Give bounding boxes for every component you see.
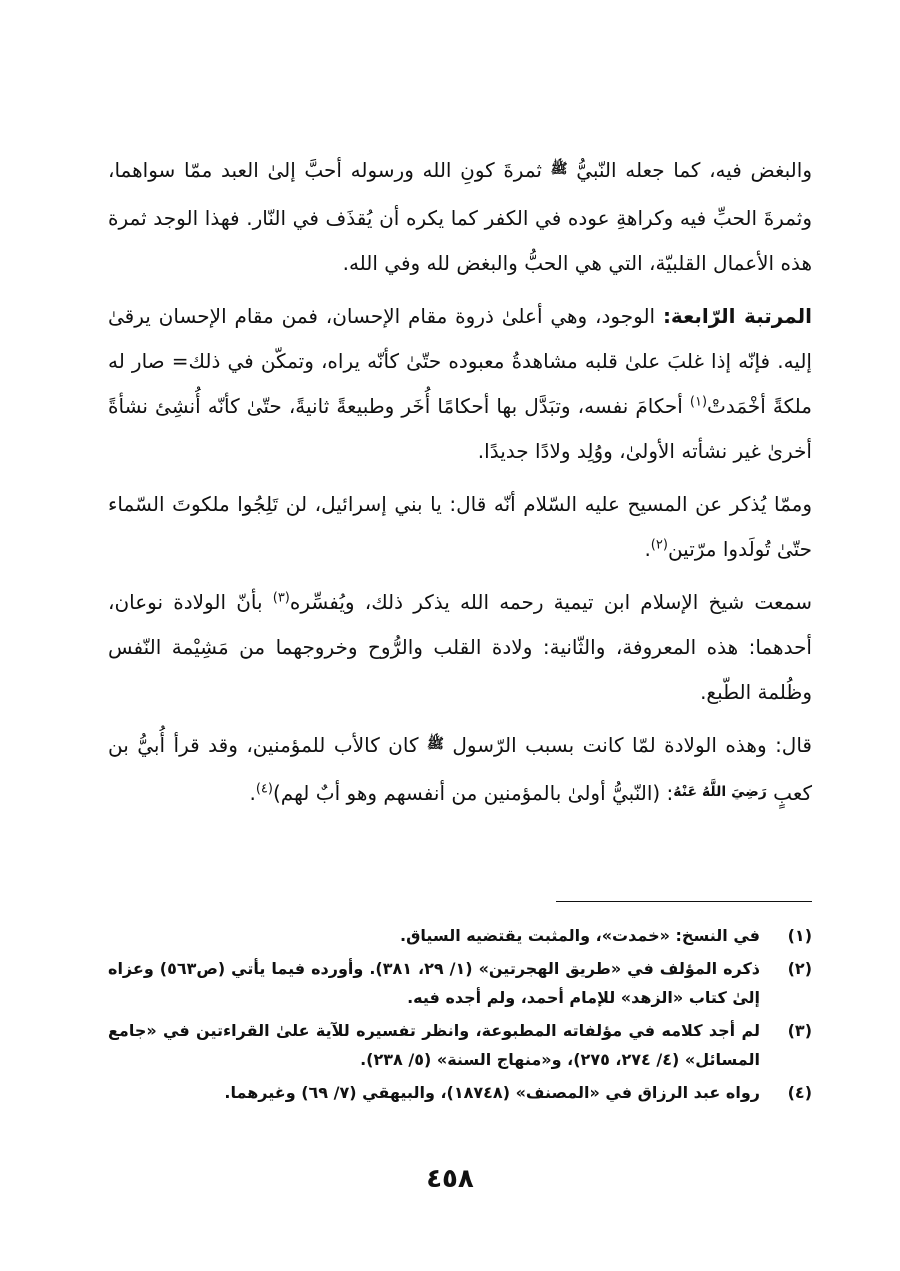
paragraph: قال: وهذه الولادة لمّا كانت بسبب الرّسول ﷺ كان كالأب للمؤمنين، وقد قرأ أُبيُّ بن كعبٍ رَضِيَ اللَّهُ عَنْهُ: (النّبيُّ أولىٰ بالمؤمنين من أنفسهم وهو أبٌ لهم)$^{(٤)}$. xyxy=(108,723,812,819)
footnote-ref: (٢) xyxy=(650,537,668,553)
footnote-number: (١) xyxy=(787,926,812,945)
footnotes xyxy=(108,921,812,1111)
footnote-text: رواه عبد الرزاق في «المصنف» (١٨٧٤٨)، والبيهقي (٧/ ٦٩) وغيرهما. xyxy=(224,1083,760,1102)
footnote xyxy=(108,921,812,950)
salutation-ligature: ﷺ xyxy=(550,161,568,177)
footnote-text: في النسخ: «خمدت»، والمثبت يقتضيه السياق. xyxy=(400,926,760,945)
main-text xyxy=(108,148,812,827)
footnote xyxy=(108,1016,812,1074)
footnote-ref: (١) xyxy=(689,394,708,410)
paragraph: وممّا يُذكر عن المسيح عليه السّلام أنّه قال: يا بني إسرائيل، لن تَلِجُوا ملكوتَ السّماء حتّىٰ تُولَدوا مرّتين$^{(٢)}$. xyxy=(108,492,812,561)
footnote-separator xyxy=(556,901,812,902)
footnote-number: (٤) xyxy=(787,1083,812,1102)
footnote-ref: (٣) xyxy=(272,590,290,606)
paragraph: سمعت شيخ الإسلام ابن تيمية رحمه الله يذكر ذلك، ويُفسِّره$^{(٣)}$ بأنّ الولادة نوعان، أحدهما: هذه المعروفة، والثّانية: ولادة القلب والرُّوح وخروجهما من مَشِيْمة النّفس وظُلمة الطّبع. xyxy=(108,590,813,704)
section-lead: المرتبة الرّابعة: xyxy=(662,304,812,328)
honorific-ligature: رَضِيَ اللَّهُ عَنْهُ xyxy=(673,784,767,800)
salutation-ligature: ﷺ xyxy=(426,736,444,752)
page-number: ٤٥٨ xyxy=(426,1164,474,1194)
footnote-number: (٣) xyxy=(787,1021,812,1040)
paragraph: والبغض فيه، كما جعله النّبيُّ ﷺ ثمرةَ كونِ الله ورسوله أحبَّ إلىٰ العبد ممّا سواهما، وثمرةَ الحبِّ فيه وكراهةِ عوده في الكفر كما يكره أن يُقذَف في النّار. فهذا الوجد ثمرة هذه الأعمال القلبيّة، التي هي الحبُّ والبغض لله وفي الله. xyxy=(108,148,812,286)
footnote xyxy=(108,954,812,1012)
footnote xyxy=(108,1078,812,1107)
footnote-text: لم أجد كلامه في مؤلفاته المطبوعة، وانظر تفسيره للآية علىٰ القراءتين في «جامع المسائل» (٤/ ٢٧٤، ٢٧٥)، و«منهاج السنة» (٥/ ٢٣٨). xyxy=(108,1021,760,1069)
footnote-text: ذكره المؤلف في «طريق الهجرتين» (١/ ٢٩، ٣٨١). وأورده فيما يأتي (ص٥٦٣) وعزاه إلىٰ كتاب «الزهد» للإمام أحمد، ولم أجده فيه. xyxy=(108,959,761,1007)
paragraph: المرتبة الرّابعة: الوجود، وهي أعلىٰ ذروة مقام الإحسان، فمن مقام الإحسان يرقىٰ إليه. فإنّه إذا غلبَ علىٰ قلبه مشاهدةُ معبوده حتّىٰ كأنّه يراه، وتمكّن في ذلك= صار له ملكةً أخْمَدتْ$^{(١)}$ أحكامَ نفسه، وتبَدَّل بها أحكامًا أُخَر وطبيعةً ثانيةً، حتّىٰ كأنّه أُنشِئ نشأةً أخرىٰ غير نشأته الأولىٰ، ووُلِد ولادًا جديدًا. xyxy=(108,304,812,463)
footnote-number: (٢) xyxy=(787,959,812,978)
footnote-ref: (٤) xyxy=(255,781,273,797)
